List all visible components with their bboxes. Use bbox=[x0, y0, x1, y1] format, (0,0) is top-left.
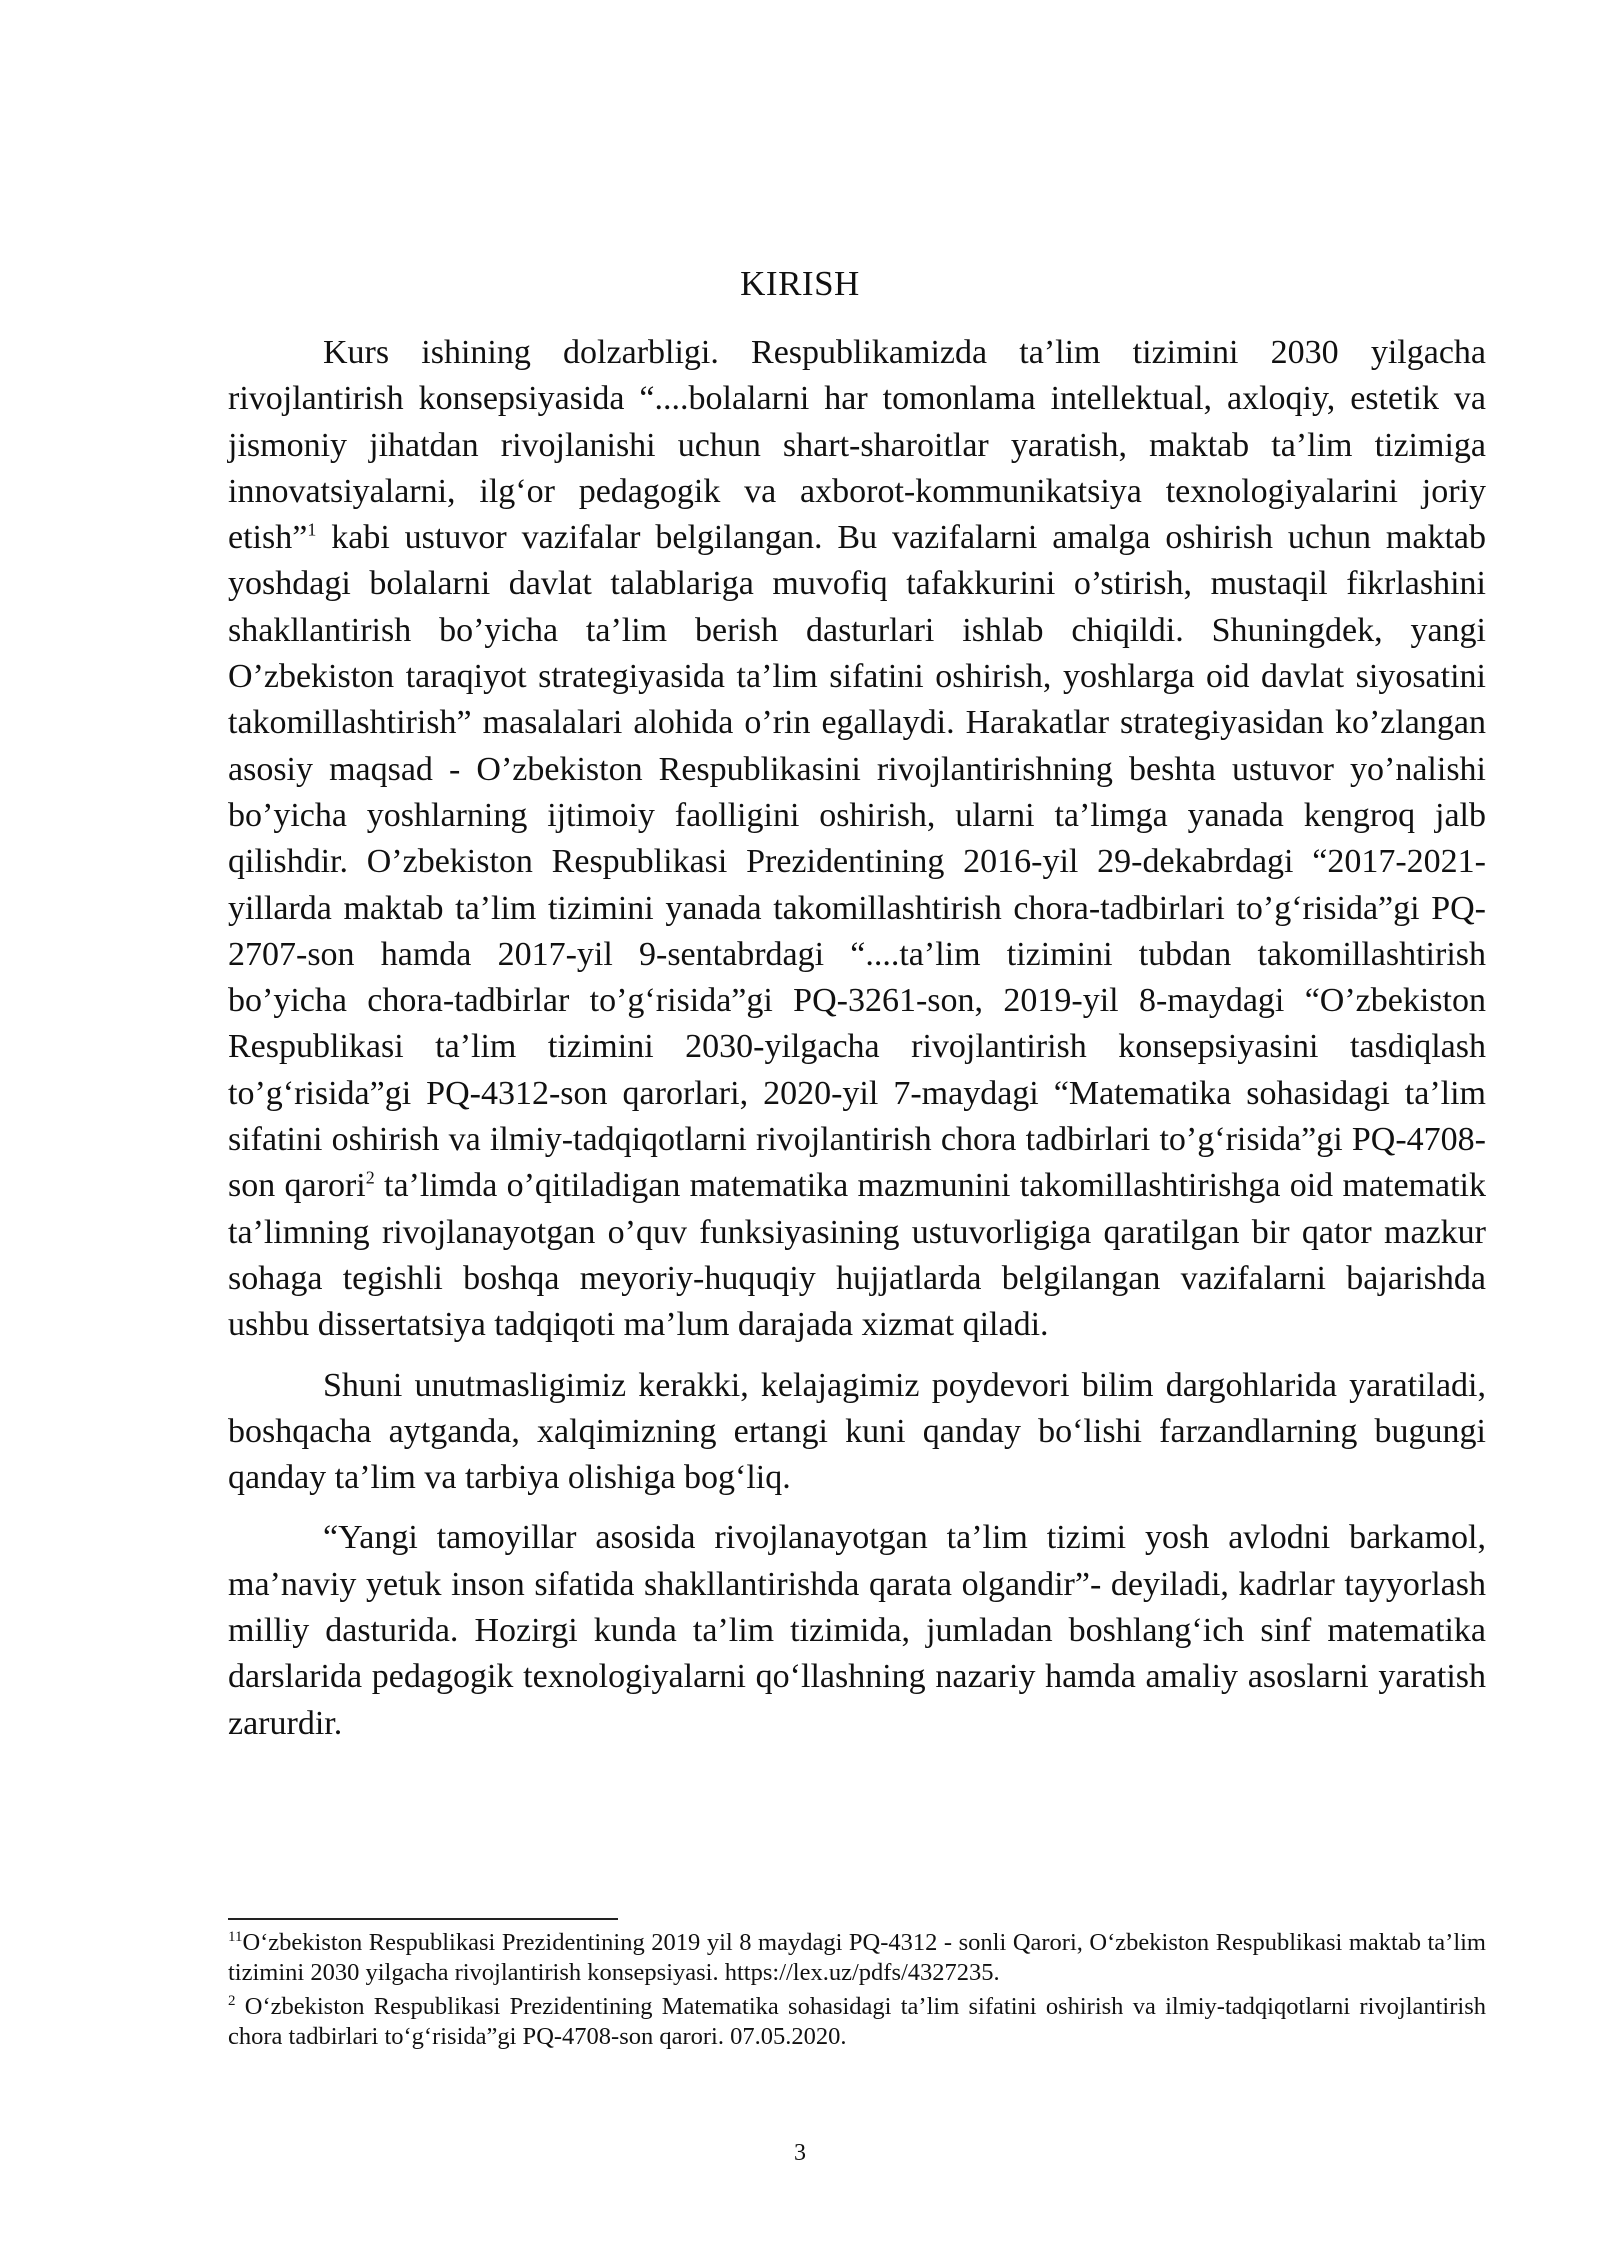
paragraph-text: Kurs ishining dolzarbligi. Respublikamizda ta’lim tizimini 2030 yilgacha rivojlantirish konsepsiyasida “....bolalarni har tomonlama intellektual, axloqiy, estetik va jismoniy jihatdan rivojlanishi uchun shart-sharoitlar yaratish, maktab ta’lim tizimiga innovatsiyalarni, ilg‘or pedagogik va axborot-kommunikatsiya texnologiyalarini joriy etish” bbox=[228, 334, 1486, 557]
footnote-separator bbox=[228, 1918, 618, 1920]
footnote-text: O‘zbekiston Respublikasi Prezidentining 2019 yil 8 maydagi PQ-4312 - sonli Qarori, O‘zbekiston Respublikasi maktab ta’lim tizimini 2030 yilgacha rivojlantirish konsepsiyasi. https://lex.uz/pdfs/4327235. bbox=[228, 1929, 1486, 1986]
footnote-item bbox=[228, 1928, 1486, 1988]
section-title: KIRISH bbox=[740, 264, 860, 303]
footnote-mark: 11 bbox=[228, 1928, 243, 1945]
footnote-text: O‘zbekiston Respublikasi Prezidentining Matematika sohasidagi ta’lim sifatini oshirish va ilmiy-tadqiqotlarni rivojlantirish chora tadbirlari to‘g‘risida”gi PQ-4708-son qarori. 07.05.2020. bbox=[228, 1993, 1486, 2050]
paragraph-foundation: Shuni unutmasligimiz kerakki, kelajagimiz poydevori bilim dargohlarida yaratiladi, boshqacha aytganda, xalqimizning ertangi kuni qanday bo‘lishi farzandlarning bugungi qanday ta’lim va tarbiya olishiga bog‘liq. bbox=[228, 1366, 1486, 1497]
paragraph-text: ta’limda o’qitiladigan matematika mazmunini takomillashtirishga oid matematik ta’limning rivojlanayotgan o’quv funksiyasining ustuvorligiga qaratilgan bir qator mazkur sohaga tegishli boshqa meyoriy-huquqiy hujjatlarda belgilangan vazifalarni bajarishda ushbu dissertatsiya tadqiqoti ma’lum darajada xizmat qiladi. bbox=[228, 1167, 1486, 1344]
footnote-mark: 2 bbox=[228, 1992, 236, 2009]
footnote-ref[interactable]: 2 bbox=[365, 1168, 375, 1189]
paragraph-text: kabi ustuvor vazifalar belgilangan. Bu vazifalarni amalga oshirish uchun maktab yoshdagi bolalarni davlat talablariga muvofiq tafakkurini o’stirish, mustaqil fikrlashini shakllantirish bo’yicha ta’lim berish dasturlari ishlab chiqildi. Shuningdek, yangi O’zbekiston taraqiyot strategiyasida ta’lim sifatini oshirish, yoshlarga oid davlat siyosatini takomillashtirish” masalalari alohida o’rin egallaydi. Harakatlar strategiyasidan ko’zlangan asosiy maqsad - O’zbekiston Respublikasini rivojlantirishning beshta ustuvor yo’nalishi bo’yicha yoshlarning ijtimoiy faolligini oshirish, ularni ta’limga yanada kengroq jalb qilishdir. O’zbekiston Respublikasi Prezidentining 2016-yil 29-dekabrdagi “2017-2021-yillarda maktab ta’lim tizimini yanada takomillashtirish chora-tadbirlari to’g‘risida”gi PQ-2707-son hamda 2017-yil 9-sentabrdagi “....ta’lim tizimini tubdan takomillashtirish bo’yicha chora-tadbirlar to’g‘risida”gi PQ-3261-son, 2019-yil 8-maydagi “O’zbekiston Respublikasi ta’lim tizimini 2030-yilgacha rivojlantirish konsepsiyasini tasdiqlash to’g‘risida”gi PQ-4312-son qarorlari, 2020-yil 7-maydagi “Matematika sohasidagi ta’lim sifatini oshirish va ilmiy-tadqiqotlarni rivojlantirish chora tadbirlari to’g‘risida”gi PQ-4708-son qarori bbox=[228, 519, 1486, 1205]
footnote-item bbox=[228, 1992, 1486, 2052]
body-text bbox=[228, 330, 1486, 1761]
footnote-ref[interactable]: 1 bbox=[307, 519, 317, 540]
paragraph-principles: “Yangi tamoyillar asosida rivojlanayotgan ta’lim tizimi yosh avlodni barkamol, ma’naviy yetuk inson sifatida shakllantirishda qarata olgandir”- deyiladi, kadrlar tayyorlash milliy dasturida. Hozirgi kunda ta’lim tizimida, jumladan boshlang‘ich sinf matematika darslarida pedagogik texnologiyalarni qo‘llashning nazariy hamda amaliy asoslarni yaratish zarurdir. bbox=[228, 1519, 1486, 1742]
paragraph-relevance bbox=[228, 330, 1486, 1349]
footnotes bbox=[228, 1928, 1486, 2056]
page-number: 3 bbox=[794, 2140, 806, 2166]
